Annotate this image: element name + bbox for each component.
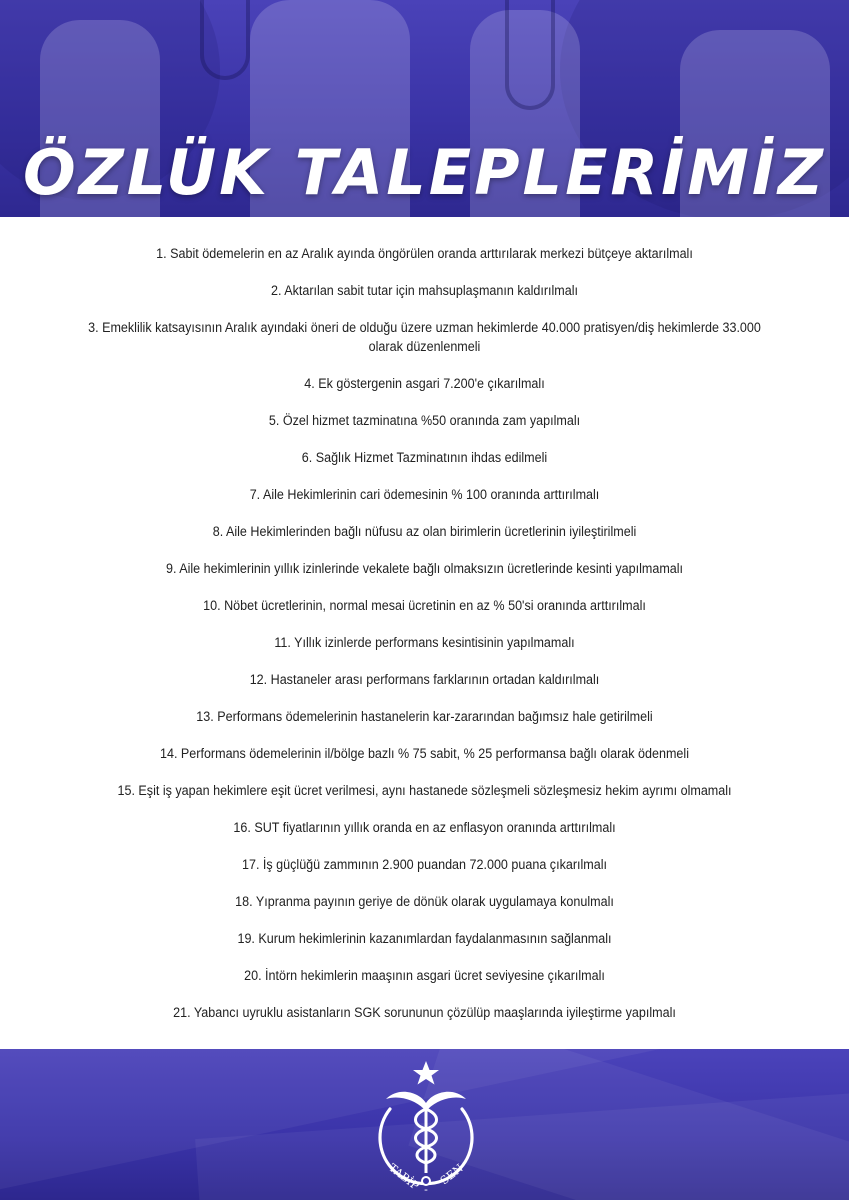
list-item: 21. Yabancı uyruklu asistanların SGK sorununun çözülüp maaşlarında iyileştirme yapılmalı	[173, 1005, 676, 1020]
tabip-sen-logo	[368, 1057, 484, 1197]
list-item: 12. Hastaneler arası performans farklarının ortadan kaldırılmalı	[249, 672, 600, 687]
stethoscope-icon	[505, 0, 555, 110]
list-item: 8. Aile Hekimlerinden bağlı nüfusu az olan birimlerin ücretlerinin iyileştirilmeli	[212, 524, 637, 539]
list-item: 15. Eşit iş yapan hekimlere eşit ücret verilmesi, aynı hastanede sözleşmeli sözleşmesiz hekim ayrımı olmamalı	[117, 783, 732, 798]
page-title: ÖZLÜK TALEPLERİMİZ	[23, 136, 826, 209]
list-item: 4. Ek göstergenin asgari 7.200'e çıkarılmalı	[304, 376, 545, 391]
stethoscope-icon	[200, 0, 250, 80]
list-item: 19. Kurum hekimlerinin kazanımlardan faydalanmasının sağlanmalı	[237, 931, 612, 946]
logo-separator: -	[424, 1183, 428, 1196]
list-item: 7. Aile Hekimlerinin cari ödemesinin % 100 oranında arttırılmalı	[249, 487, 600, 502]
list-item: 11. Yıllık izinlerde performans kesintisinin yapılmamalı	[274, 635, 575, 650]
list-item: 18. Yıpranma payının geriye de dönük olarak uygulamaya konulmalı	[235, 894, 614, 909]
list-item: 10. Nöbet ücretlerinin, normal mesai ücretinin en az % 50'si oranında arttırılmalı	[203, 598, 646, 613]
list-item: 13. Performans ödemelerinin hastanelerin kar-zararından bağımsız hale getirilmeli	[196, 709, 653, 724]
list-item: 3. Emeklilik katsayısının Aralık ayındaki öneri de olduğu üzere uzman hekimlerde 40.000 pratisyen/diş hekimlerde 33.000 olarak düzenlenmeli	[88, 320, 761, 354]
list-item: 14. Performans ödemelerinin il/bölge bazlı % 75 sabit, % 25 performansa bağlı olarak ödenmeli	[159, 746, 689, 761]
star-icon	[413, 1061, 439, 1085]
list-item: 6. Sağlık Hizmet Tazminatının ihdas edilmeli	[301, 450, 548, 465]
list-item: 1. Sabit ödemelerin en az Aralık ayında öngörülen oranda arttırılarak merkezi bütçeye aktarılmalı	[156, 246, 693, 261]
list-item: 9. Aile hekimlerinin yıllık izinlerinde vekalete bağlı olmaksızın ücretlerinde kesinti yapılmamalı	[165, 561, 684, 576]
list-item: 5. Özel hizmet tazminatına %50 oranında zam yapılmalı	[268, 413, 581, 428]
logo-text-left: TABİP	[386, 1161, 422, 1193]
demands-list	[0, 217, 849, 1049]
logo-text-right: SEN	[437, 1161, 466, 1188]
footer-banner	[0, 1049, 849, 1200]
list-item: 17. İş güçlüğü zammının 2.900 puandan 72.000 puana çıkarılmalı	[241, 857, 608, 872]
list-item: 20. İntörn hekimlerin maaşının asgari ücret seviyesine çıkarılmalı	[244, 968, 605, 983]
header-banner	[0, 0, 849, 217]
list-item: 2. Aktarılan sabit tutar için mahsuplaşmanın kaldırılmalı	[270, 283, 579, 298]
list-item: 16. SUT fiyatlarının yıllık oranda en az enflasyon oranında arttırılmalı	[233, 820, 616, 835]
